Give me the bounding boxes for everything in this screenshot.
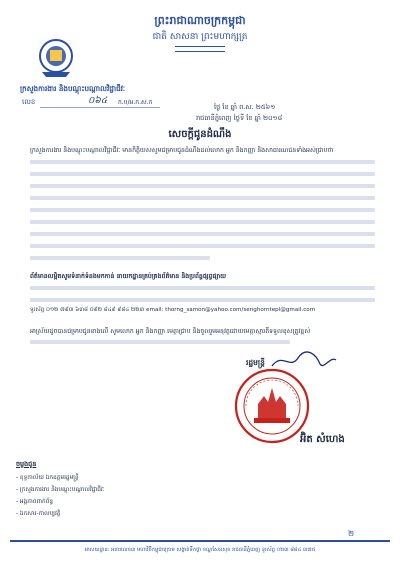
cc-heading: ចម្លងជូន xyxy=(16,460,37,468)
contact-details: ទូរស័ព្ទ ០១២ ៧៩៣ ៦៣៨ ០៩២ ៨៤៩ ៩៨៤ ២២៣ email: thorng_samon@yahoo.com/senghorntepl@gmail.com xyxy=(30,307,316,313)
reference-label: លេខ xyxy=(22,98,36,106)
reference-suffix: ក.ប/អ.ក.ស.ក xyxy=(118,99,153,106)
closing-text: អាស្រ័យដូចបានជម្រាបជូនខាងលើ សូមលោក អ្នក និងកញ្ញា មេត្តាជ្រាប និងចូលរួមអនុវត្តដោយមេត្តាស្មារតីទទួលខុសត្រូវខ្ពស់ xyxy=(30,328,311,335)
gregorian-date: រាជធានីភ្នំពេញ ថ្ងៃទី ខែ ឆ្នាំ ២០១៨ xyxy=(196,114,283,122)
body-paragraph-2 xyxy=(30,272,375,322)
footer-rule xyxy=(10,540,390,542)
document-title: សេចក្តីជូនដំណឹង xyxy=(168,129,232,140)
cc-section xyxy=(16,460,176,530)
page-number: ២ xyxy=(348,529,355,538)
signatory-name: អ៊ិត សំហេង xyxy=(300,434,345,445)
paragraph-2-text: ព័ត៌មានលម្អិតសូមទំនាក់ទំនងមកកាន់ នាយកដ្ឋានគ្រប់គ្រងព័ត៌មាន និងប្រព័ន្ធផ្សព្វផ្សាយ xyxy=(30,273,227,280)
footer-address: អាសយដ្ឋាន: អគារលេខ៣ មហាវិថីកម្ពុជាក្រោម សង្កាត់ទឹកថ្លា ខណ្ឌសែនសុខ រាជធានីភ្នំពេញ ទូរស័ព្ទ ០២៣ ៨៨៤ ៣៧៥ xyxy=(84,547,316,553)
ministry-logo xyxy=(38,38,74,78)
motto-ornament xyxy=(175,46,225,52)
reference-underline xyxy=(40,107,160,108)
cc-item: - អង្គភាពពាក់ព័ន្ធ xyxy=(16,499,54,505)
paragraph-1-text: ក្រសួងការងារ និងបណ្តុះបណ្តាលវិជ្ជាជីវៈ មានកិត្តិយសសូមជម្រាបជូនដំណឹងដល់លោក អ្នក និងកញ្ញា និងសាធារណជនទាំងអស់ជ្រាបថា xyxy=(30,147,334,154)
reference-value: ០៦៤ xyxy=(88,96,108,106)
lunar-date: ថ្ងៃ ខែ ឆ្នាំ ព.ស. ២៥៦១ xyxy=(214,103,276,111)
cc-item: - ឯកសារ-កាលប្បវត្តិ xyxy=(16,511,61,517)
ministry-name: ក្រសួងការងារ និងបណ្តុះបណ្តាលវិជ្ជាជីវៈ xyxy=(20,84,126,93)
cc-item: - ខុទ្ទកាល័យ ឯកឧត្តមរដ្ឋមន្ត្រី xyxy=(16,475,79,481)
cc-item: - ក្រសួងការងារ និងបណ្តុះបណ្តាលវិជ្ជាជីវៈ xyxy=(16,487,105,493)
national-motto: ជាតិ សាសនា ព្រះមហាក្សត្រ xyxy=(152,32,248,42)
kingdom-heading: ព្រះរាជាណាចក្រកម្ពុជា xyxy=(154,14,246,27)
signature-position: រដ្ឋមន្ត្រី xyxy=(246,358,265,367)
body-paragraph-1 xyxy=(30,146,375,266)
